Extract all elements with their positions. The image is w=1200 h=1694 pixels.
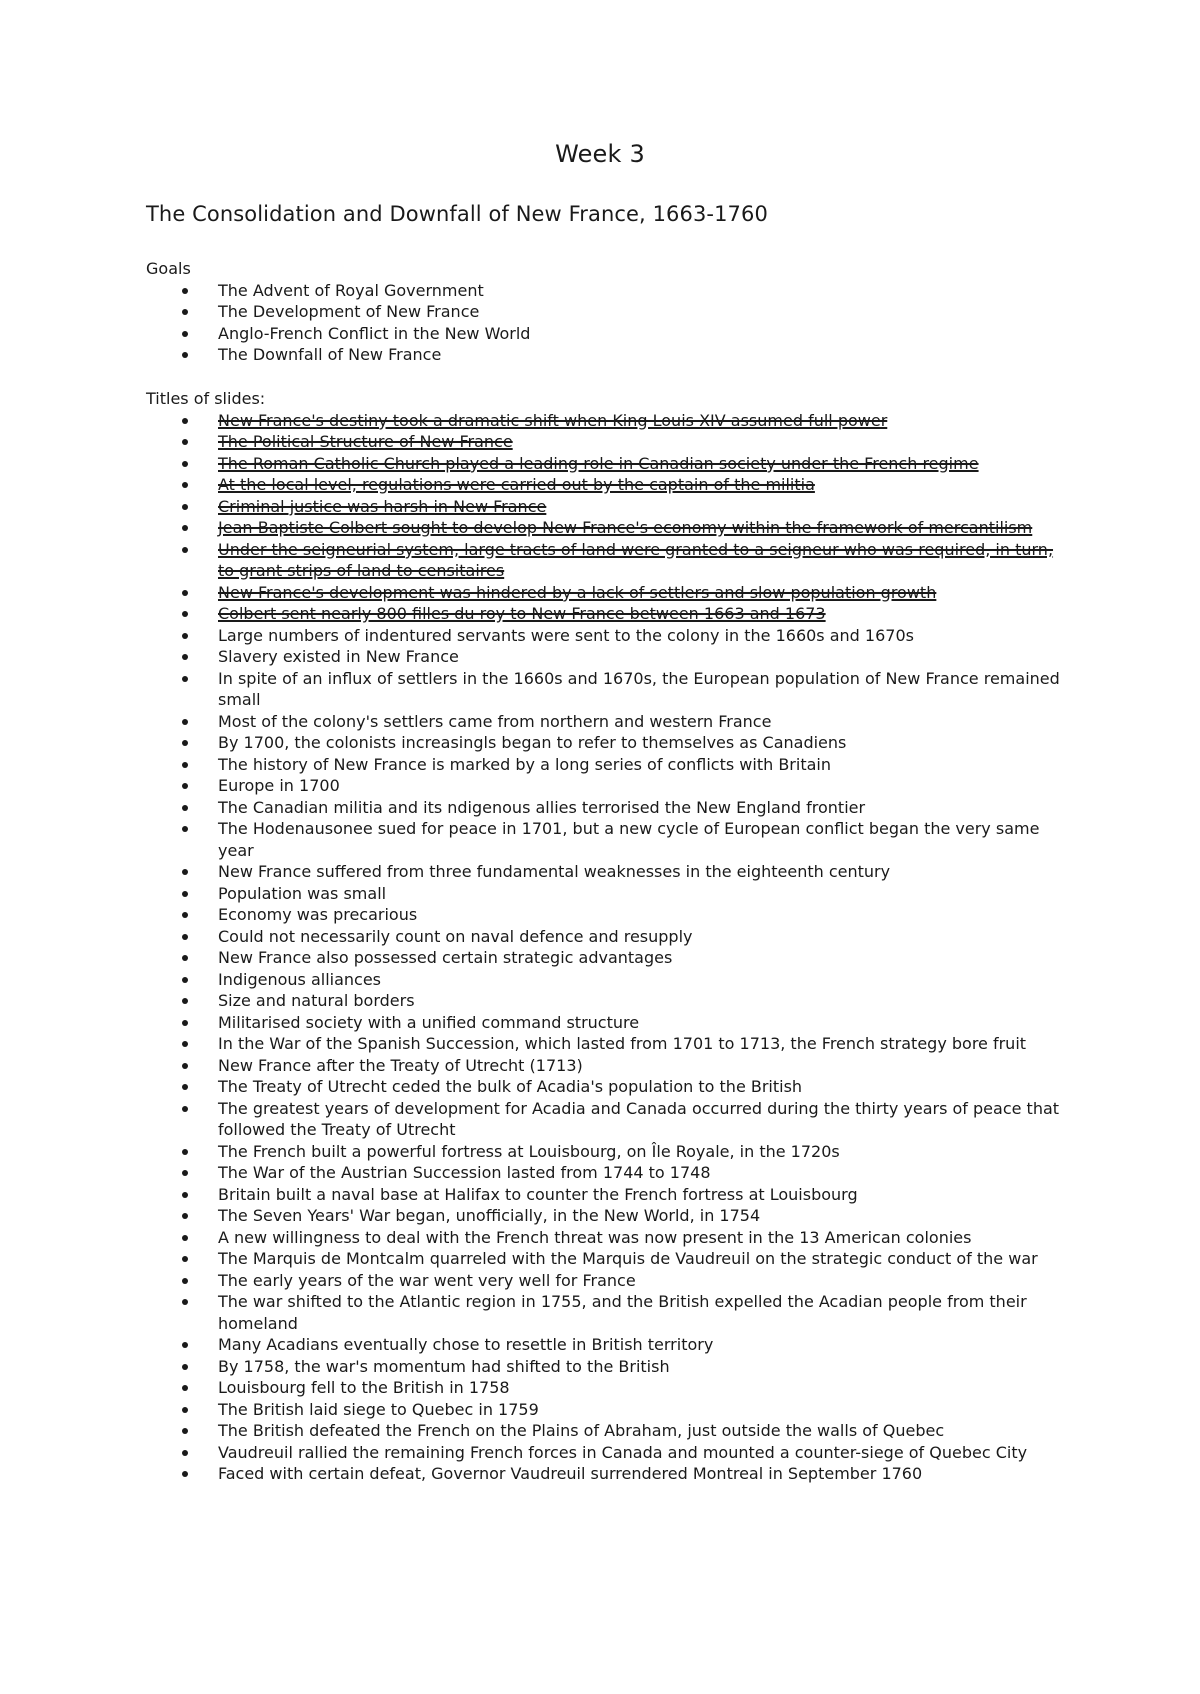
list-item-text: Colbert sent nearly 800 filles du roy to New France between 1663 and 1673 [218,604,826,623]
bullet-icon [182,676,188,682]
list-item-text: Vaudreuil rallied the remaining French forces in Canada and mounted a counter-siege of Quebec City [218,1442,1028,1462]
bullet-icon [182,912,188,918]
list-item-text: The Hodenausonee sued for peace in 1701, but a new cycle of European conflict began the very same year [218,819,1040,860]
bullet-icon [182,1106,188,1112]
bullet-icon [182,352,188,358]
list-item-text: Population was small [218,883,387,903]
list-item [218,1463,1066,1485]
bullet-icon [182,288,188,294]
bullet-icon [182,1385,188,1391]
bullet-icon [182,783,188,789]
list-item-text: Militarised society with a unified command structure [218,1012,640,1032]
bullet-icon [182,1149,188,1155]
list-item [218,1227,1066,1249]
list-item-text: The history of New France is marked by a long series of conflicts with Britain [218,754,831,774]
list-item-text: The Treaty of Utrecht ceded the bulk of Acadia's population to the British [218,1077,803,1096]
bullet-icon [182,504,188,510]
bullet-icon [182,1364,188,1370]
slides-list [146,410,1066,1485]
bullet-icon [182,1278,188,1284]
list-item [218,1420,1066,1442]
bullet-icon [182,1256,188,1262]
list-item [218,1098,1066,1141]
list-item-text: The British laid siege to Quebec in 1759 [218,1399,539,1419]
list-item-text: Indigenous alliances [218,969,382,989]
list-item-text: Europe in 1700 [218,776,340,795]
list-item [218,1162,1066,1184]
list-item [218,1033,1066,1055]
list-item [218,711,1066,733]
list-item [218,926,1066,948]
list-item-text: Size and natural borders [218,991,415,1010]
list-item-text: Louisbourg fell to the British in 1758 [218,1378,510,1397]
list-item-text: The Canadian militia and its ndigenous allies terrorised the New England frontier [218,797,866,817]
bullet-icon [182,1407,188,1413]
page-title: Week 3 [555,140,645,168]
list-item-text: Economy was precarious [218,905,418,924]
bullet-icon [182,439,188,445]
bullet-icon [182,1192,188,1198]
list-item [218,301,1066,323]
bullet-icon [182,1450,188,1456]
list-item-text: The Roman Catholic Church played a leading role in Canadian society under the French regime [218,453,979,473]
list-item-text: Most of the colony's settlers came from northern and western France [218,711,772,731]
bullet-icon [182,1063,188,1069]
goals-list [146,280,1066,366]
list-item [218,969,1066,991]
list-item-text: The Advent of Royal Government [218,280,484,300]
bullet-icon [182,1471,188,1477]
list-item [218,775,1066,797]
list-item [218,1248,1066,1270]
slides-section [146,388,1066,1485]
list-item-text: By 1758, the war's momentum had shifted to the British [218,1356,670,1376]
list-item [218,1205,1066,1227]
list-item [218,1356,1066,1378]
bullet-icon [182,977,188,983]
list-item-text: New France after the Treaty of Utrecht (1713) [218,1055,583,1075]
list-item [218,1055,1066,1077]
list-item-text: Many Acadians eventually chose to resettle in British territory [218,1335,714,1354]
list-item-text: The Seven Years' War began, unofficially, in the New World, in 1754 [218,1206,761,1225]
bullet-icon [182,590,188,596]
list-item [218,625,1066,647]
list-item [218,1399,1066,1421]
list-item [218,947,1066,969]
list-item [218,1012,1066,1034]
list-item [218,990,1066,1012]
list-item [218,818,1066,861]
list-item-text: In the War of the Spanish Succession, which lasted from 1701 to 1713, the French strategy bore fruit [218,1034,1027,1053]
bullet-icon [182,805,188,811]
bullet-icon [182,1428,188,1434]
list-item-text: The war shifted to the Atlantic region in 1755, and the British expelled the Acadian people from their homeland [218,1292,1027,1333]
bullet-icon [182,418,188,424]
list-item [218,453,1066,475]
list-item-text: The British defeated the French on the Plains of Abraham, just outside the walls of Quebec [218,1421,945,1440]
bullet-icon [182,934,188,940]
bullet-icon [182,1299,188,1305]
bullet-icon [182,1235,188,1241]
list-item-text: New France's development was hindered by a lack of settlers and slow population growth [218,582,937,602]
list-item-text: Large numbers of indentured servants were sent to the colony in the 1660s and 1670s [218,625,914,645]
list-item-text: A new willingness to deal with the French threat was now present in the 13 American colonies [218,1227,972,1247]
bullet-icon [182,547,188,553]
list-item [218,883,1066,905]
list-item-text: Britain built a naval base at Halifax to counter the French fortress at Louisbourg [218,1184,858,1204]
list-item-text: Slavery existed in New France [218,647,459,666]
list-item [218,603,1066,625]
list-item-text: New France also possessed certain strategic advantages [218,948,673,967]
list-item-text: The French built a powerful fortress at Louisbourg, on Île Royale, in the 1720s [218,1141,840,1161]
list-item [218,1291,1066,1334]
list-item [218,646,1066,668]
bullet-icon [182,1342,188,1348]
list-item [218,904,1066,926]
list-item [218,1076,1066,1098]
list-item-text: Under the seigneurial system, large tracts of land were granted to a seigneur who was required, in turn, to grant strips of land to censitaires [218,539,1054,580]
list-item [218,732,1066,754]
list-item [218,1377,1066,1399]
list-item-text: Faced with certain defeat, Governor Vaudreuil surrendered Montreal in September 1760 [218,1464,923,1483]
list-item-text: In spite of an influx of settlers in the 1660s and 1670s, the European population of New France remained small [218,668,1060,709]
list-item [218,1141,1066,1163]
list-item [218,539,1066,582]
list-item [218,668,1066,711]
bullet-icon [182,309,188,315]
list-item [218,797,1066,819]
bullet-icon [182,891,188,897]
slides-label: Titles of slides: [146,389,266,408]
bullet-icon [182,611,188,617]
list-item [218,1270,1066,1292]
list-item [218,496,1066,518]
list-item-text: Could not necessarily count on naval defence and resupply [218,926,693,946]
list-item-text: The Political Structure of New France [218,432,513,451]
list-item [218,410,1066,432]
list-item-text: The greatest years of development for Acadia and Canada occurred during the thirty years of peace that followed the Treaty of Utrecht [218,1098,1060,1139]
list-item-text: By 1700, the colonists increasingls began to refer to themselves as Canadiens [218,733,847,752]
bullet-icon [182,869,188,875]
list-item [218,861,1066,883]
list-item-text: Jean-Baptiste Colbert sought to develop New France's economy within the framework of mercantilism [218,518,1033,537]
document-heading: The Consolidation and Downfall of New France, 1663-1760 [146,202,768,226]
list-item [218,431,1066,453]
list-item [218,474,1066,496]
list-item-text: The Downfall of New France [218,345,442,364]
bullet-icon [182,1170,188,1176]
list-item [218,754,1066,776]
bullet-icon [182,1213,188,1219]
list-item [218,1442,1066,1464]
bullet-icon [182,1084,188,1090]
list-item-text: At the local level, regulations were carried out by the captain of the militia [218,475,815,494]
list-item [218,344,1066,366]
list-item-text: The War of the Austrian Succession lasted from 1744 to 1748 [218,1163,711,1182]
bullet-icon [182,461,188,467]
list-item-text: New France suffered from three fundamental weaknesses in the eighteenth century [218,862,891,881]
list-item [218,280,1066,302]
bullet-icon [182,482,188,488]
bullet-icon [182,1041,188,1047]
list-item-text: Criminal justice was harsh in New France [218,496,547,516]
list-item-text: The Marquis de Montcalm quarreled with the Marquis de Vaudreuil on the strategic conduct of the war [218,1249,1038,1268]
list-item [218,1184,1066,1206]
bullet-icon [182,740,188,746]
list-item [218,1334,1066,1356]
list-item [218,323,1066,345]
bullet-icon [182,654,188,660]
bullet-icon [182,762,188,768]
list-item [218,582,1066,604]
bullet-icon [182,719,188,725]
goals-section [146,258,1066,366]
bullet-icon [182,826,188,832]
bullet-icon [182,331,188,337]
list-item-text: The Development of New France [218,302,480,321]
bullet-icon [182,1020,188,1026]
bullet-icon [182,525,188,531]
bullet-icon [182,955,188,961]
bullet-icon [182,633,188,639]
list-item-text: Anglo-French Conflict in the New World [218,323,531,343]
list-item-text: The early years of the war went very well for France [218,1270,636,1290]
list-item [218,517,1066,539]
goals-label: Goals [146,259,191,278]
bullet-icon [182,998,188,1004]
list-item-text: New France's destiny took a dramatic shift when King Louis XIV assumed full power [218,410,888,430]
